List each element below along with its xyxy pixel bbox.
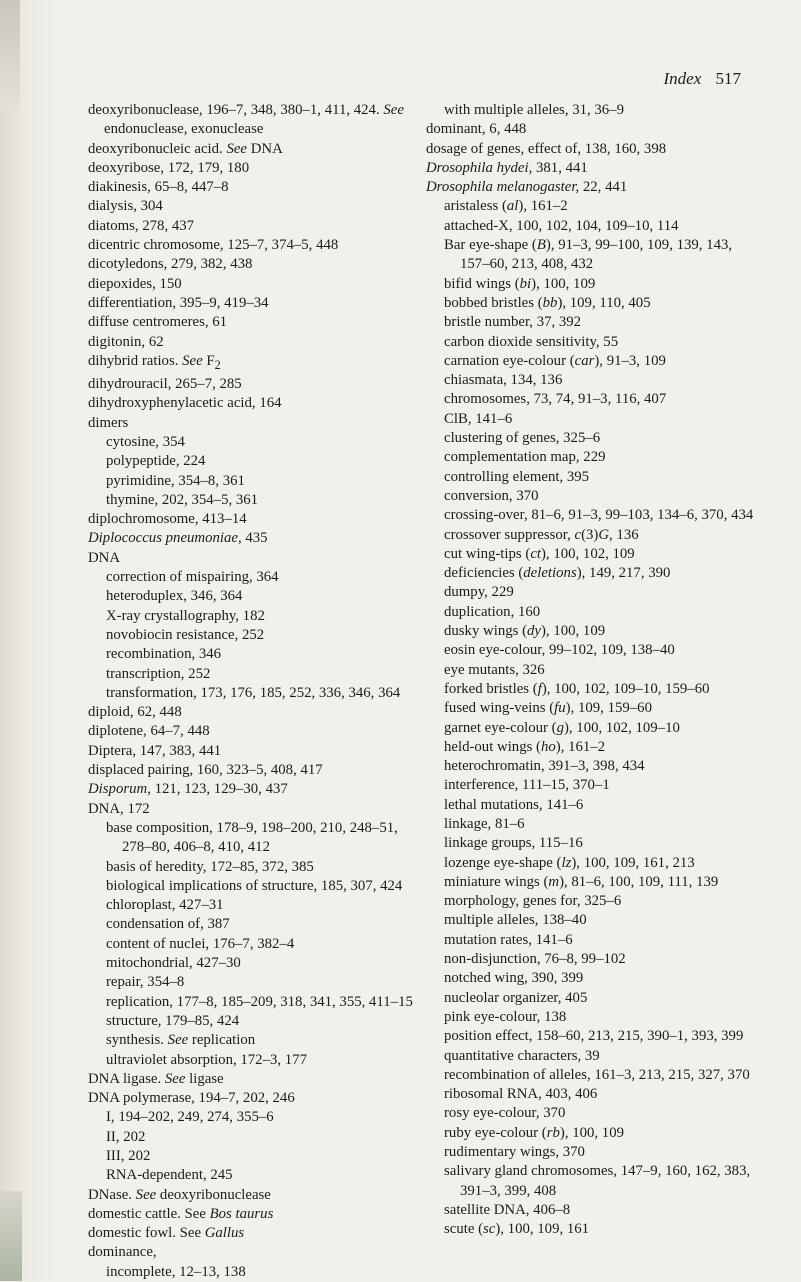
index-entry: [88, 1070, 423, 1089]
index-subentry: [88, 1051, 423, 1070]
index-text-run: dominant, 6, 448: [426, 121, 527, 138]
index-text-run: DNase.: [88, 1186, 136, 1203]
scan-corner-bottom: [0, 1191, 22, 1281]
index-subentry: [426, 1124, 761, 1143]
index-text-run: bobbed bristles (: [444, 294, 543, 311]
index-text-run: repair, 354–8: [106, 974, 185, 991]
index-text-run: DNA ligase.: [88, 1070, 165, 1087]
index-text-run: synthesis.: [106, 1032, 168, 1049]
index-subentry: [426, 950, 761, 969]
index-entry: [88, 294, 423, 313]
index-subentry: [426, 410, 761, 429]
index-text-run: Bos taurus: [209, 1205, 274, 1222]
index-text-run: deoxyribonucleic acid.: [88, 140, 227, 157]
index-text-run: 2: [214, 357, 221, 372]
index-entry: [88, 159, 423, 178]
index-text-run: complementation map, 229: [444, 449, 606, 466]
index-text-run: digitonin, 62: [88, 333, 164, 350]
index-subentry: [426, 545, 761, 564]
index-entry: [88, 313, 423, 332]
index-text-run: dusky wings (: [444, 623, 528, 640]
index-text-run: incomplete, 12–13, 138: [106, 1263, 246, 1280]
index-text-run: deoxyribose, 172, 179, 180: [88, 159, 250, 176]
index-subentry: [426, 757, 761, 776]
index-entry: [88, 255, 423, 274]
index-subentry: [426, 313, 761, 332]
index-entry: [88, 140, 423, 159]
index-subentry: [426, 892, 761, 911]
index-text-run: recombination, 346: [106, 646, 222, 663]
index-entry: [88, 375, 423, 394]
index-subentry: [88, 877, 423, 896]
index-subentry: [426, 834, 761, 853]
index-subentry: [426, 603, 761, 622]
index-text-run: linkage, 81–6: [444, 815, 525, 832]
index-subentry: [426, 699, 761, 718]
index-subentry: [88, 1031, 423, 1050]
index-text-run: conversion, 370: [444, 487, 539, 504]
index-text-run: garnet eye-colour (: [444, 719, 557, 736]
index-text-run: rosy eye-colour, 370: [444, 1105, 566, 1122]
index-subentry: [88, 858, 423, 877]
index-text-run: See: [226, 140, 248, 157]
index-subentry: [426, 815, 761, 834]
index-text-run: f: [537, 680, 542, 697]
index-text-run: 381, 441: [532, 159, 588, 176]
index-text-run: bi: [519, 275, 532, 292]
index-text-run: dosage of genes, effect of, 138, 160, 398: [426, 140, 667, 157]
index-text-run: ), 91–3, 99–100, 109, 139, 143, 157–60, 213, 408, 432: [460, 237, 733, 273]
index-text-run: dicentric chromosome, 125–7, 374–5, 448: [88, 237, 339, 254]
index-text-run: ), 100, 102, 109–10, 159–60: [541, 680, 710, 697]
index-subentry: [426, 873, 761, 892]
index-subentry: [426, 352, 761, 371]
index-subentry: [88, 1263, 423, 1282]
index-text-run: chloroplast, 427–31: [106, 897, 224, 914]
index-text-run: deoxyribonuclease, 196–7, 348, 380–1, 411, 424.: [88, 102, 384, 118]
index-text-run: dumpy, 229: [444, 584, 514, 601]
index-text-run: domestic fowl. See: [88, 1225, 205, 1242]
index-text-run: (3): [581, 526, 599, 543]
index-subentry: [88, 452, 423, 471]
index-subentry: [426, 989, 761, 1008]
index-text-run: F: [202, 352, 215, 369]
index-text-run: dihybrid ratios.: [88, 352, 183, 369]
index-entry: [88, 352, 423, 375]
index-text-run: II, 202: [106, 1128, 146, 1145]
index-entry: [88, 510, 423, 529]
index-text-run: diatoms, 278, 437: [88, 217, 195, 234]
index-text-run: quantitative characters, 39: [444, 1047, 600, 1064]
index-text-run: lethal mutations, 141–6: [444, 796, 584, 813]
index-text-run: DNA: [247, 140, 283, 157]
index-text-run: Bar eye-shape (: [444, 237, 537, 254]
index-text-run: interference, 111–15, 370–1: [444, 777, 610, 794]
index-subentry: [426, 931, 761, 950]
index-subentry: [88, 819, 423, 858]
index-text-run: 22, 441: [579, 179, 628, 196]
running-head-title: Index: [663, 69, 702, 88]
index-text-run: differentiation, 395–9, 419–34: [88, 294, 269, 311]
index-subentry: [88, 665, 423, 684]
index-text-run: basis of heredity, 172–85, 372, 385: [106, 858, 314, 875]
index-text-run: with multiple alleles, 31, 36–9: [444, 102, 625, 118]
index-subentry: [426, 371, 761, 390]
scan-margin-shadow: [0, 0, 60, 1281]
index-text-run: rb: [546, 1124, 560, 1141]
index-text-run: Drosophila hydei,: [426, 159, 533, 176]
index-entry: [426, 159, 761, 178]
index-subentry: [88, 607, 423, 626]
index-text-run: See: [167, 1032, 189, 1049]
index-subentry: [426, 1143, 761, 1162]
index-text-run: deficiencies (: [444, 565, 524, 582]
index-text-run: ), 100, 109: [559, 1124, 625, 1141]
index-text-run: multiple alleles, 138–40: [444, 912, 587, 929]
index-text-run: endonuclease, exonuclease: [104, 121, 264, 138]
index-text-run: See: [182, 352, 203, 369]
index-text-run: transformation, 173, 176, 185, 252, 336, 346, 364: [106, 684, 401, 701]
index-text-run: ruby eye-colour (: [444, 1124, 547, 1141]
index-text-run: transcription, 252: [106, 665, 211, 682]
index-entry: [88, 1243, 423, 1262]
index-subentry: [426, 680, 761, 699]
index-subentry: [88, 1108, 423, 1127]
index-subentry: [88, 1147, 423, 1166]
index-subentry: [88, 896, 423, 915]
index-subentry: [88, 491, 423, 510]
index-text-run: satellite DNA, 406–8: [444, 1201, 571, 1218]
index-text-run: diplotene, 64–7, 448: [88, 723, 210, 740]
index-entry: [88, 275, 423, 294]
index-subentry: [426, 661, 761, 680]
index-entry: [88, 529, 423, 548]
index-entry: [88, 800, 423, 819]
index-text-run: morphology, genes for, 325–6: [444, 893, 622, 910]
scan-corner-top: [0, 0, 20, 110]
index-text-run: ), 161–2: [518, 198, 568, 215]
index-text-run: ribosomal RNA, 403, 406: [444, 1086, 598, 1103]
index-text-run: correction of mispairing, 364: [106, 569, 279, 586]
index-text-run: cut wing-tips (: [444, 545, 531, 562]
index-text-run: replication: [188, 1032, 256, 1049]
index-text-run: ), 109, 110, 405: [557, 294, 651, 311]
index-subentry: [426, 583, 761, 602]
index-text-run: eosin eye-colour, 99–102, 109, 138–40: [444, 642, 675, 659]
index-subentry: [426, 468, 761, 487]
index-subentry: [426, 101, 761, 120]
index-text-run: scute (: [444, 1221, 484, 1238]
index-entry: [88, 101, 423, 140]
index-text-run: DNA polymerase, 194–7, 202, 246: [88, 1090, 295, 1107]
index-text-run: ClB, 141–6: [444, 410, 513, 427]
index-text-run: I, 194–202, 249, 274, 355–6: [106, 1109, 274, 1126]
index-text-run: sc: [483, 1221, 496, 1238]
index-text-run: miniature wings (: [444, 873, 549, 890]
index-subentry: [426, 487, 761, 506]
index-text-run: B: [536, 237, 546, 254]
index-subentry: [88, 568, 423, 587]
index-text-run: controlling element, 395: [444, 468, 590, 485]
index-text-run: pyrimidine, 354–8, 361: [106, 472, 245, 489]
index-text-run: fu: [554, 700, 566, 717]
index-text-run: ), 109, 159–60: [565, 700, 652, 717]
index-text-run: g: [556, 719, 564, 736]
index-text-run: Disporum,: [88, 781, 151, 798]
index-subentry: [426, 197, 761, 216]
index-subentry: [88, 973, 423, 992]
index-entry: [88, 1205, 423, 1224]
index-text-run: forked bristles (: [444, 680, 538, 697]
index-text-run: lz: [561, 854, 572, 871]
index-text-run: dy: [527, 623, 541, 640]
index-subentry: [88, 915, 423, 934]
index-entry: [88, 414, 423, 433]
index-subentry: [426, 969, 761, 988]
index-text-run: condensation of, 387: [106, 916, 230, 933]
index-entry: [88, 742, 423, 761]
index-text-run: ), 91–3, 109: [594, 352, 666, 369]
index-subentry: [88, 587, 423, 606]
index-subentry: [88, 684, 423, 703]
index-text-run: content of nuclei, 176–7, 382–4: [106, 935, 295, 952]
index-text-run: crossover suppressor,: [444, 526, 575, 543]
index-subentry: [426, 1027, 761, 1046]
index-text-run: salivary gland chromosomes, 147–9, 160, 162, 383, 391–3, 399, 408: [444, 1163, 751, 1199]
index-text-run: rudimentary wings, 370: [444, 1144, 585, 1161]
index-subentry: [426, 1162, 761, 1201]
index-subentry: [426, 390, 761, 409]
index-subentry: [426, 738, 761, 757]
index-text-run: eye mutants, 326: [444, 661, 545, 678]
index-subentry: [88, 645, 423, 664]
index-text-run: structure, 179–85, 424: [106, 1012, 240, 1029]
index-text-run: chiasmata, 134, 136: [444, 372, 563, 389]
index-subentry: [426, 641, 761, 660]
index-text-run: biological implications of structure, 185, 307, 424: [106, 877, 403, 894]
index-text-run: clustering of genes, 325–6: [444, 430, 601, 447]
index-entry: [426, 140, 761, 159]
index-text-run: X-ray crystallography, 182: [106, 607, 265, 624]
index-text-run: ), 100, 102, 109: [541, 545, 635, 562]
index-text-run: lozenge eye-shape (: [444, 854, 562, 871]
page-number: 517: [715, 69, 741, 88]
index-column-right: [426, 101, 761, 1240]
index-text-run: fused wing-veins (: [444, 700, 555, 717]
index-text-run: 121, 123, 129–30, 437: [150, 781, 288, 798]
index-entry: [88, 761, 423, 780]
index-entry: [426, 178, 761, 197]
index-text-run: polypeptide, 224: [106, 453, 206, 470]
index-text-run: carnation eye-colour (: [444, 352, 575, 369]
index-subentry: [426, 1008, 761, 1027]
index-text-run: heterochromatin, 391–3, 398, 434: [444, 758, 645, 775]
index-text-run: See: [164, 1070, 186, 1087]
index-text-run: Drosophila melanogaster,: [426, 179, 580, 196]
index-subentry: [426, 506, 761, 525]
index-text-run: dihydrouracil, 265–7, 285: [88, 376, 242, 393]
index-text-run: Diptera, 147, 383, 441: [88, 742, 222, 759]
index-text-run: base composition, 178–9, 198–200, 210, 248–51, 278–80, 406–8, 410, 412: [106, 819, 398, 856]
index-text-run: ), 100, 109, 161: [495, 1221, 590, 1238]
index-subentry: [88, 1128, 423, 1147]
index-entry: [88, 722, 423, 741]
index-subentry: [426, 911, 761, 930]
index-text-run: dialysis, 304: [88, 198, 163, 215]
index-subentry: [426, 854, 761, 873]
index-text-run: recombination of alleles, 161–3, 213, 215, 327, 370: [444, 1066, 750, 1083]
index-entry: [88, 1224, 423, 1243]
index-text-run: ), 100, 102, 109–10: [563, 719, 680, 736]
index-text-run: novobiocin resistance, 252: [106, 626, 265, 643]
index-subentry: [426, 217, 761, 236]
index-text-run: non-disjunction, 76–8, 99–102: [444, 951, 626, 968]
index-text-run: cytosine, 354: [106, 434, 185, 450]
index-text-run: dihydroxyphenylacetic acid, 164: [88, 395, 282, 412]
index-subentry: [426, 526, 761, 545]
index-subentry: [88, 433, 423, 452]
index-subentry: [88, 935, 423, 954]
index-text-run: bristle number, 37, 392: [444, 314, 582, 331]
index-subentry: [426, 1104, 761, 1123]
index-text-run: ligase: [185, 1070, 224, 1087]
index-entry: [88, 333, 423, 352]
index-entry: [88, 236, 423, 255]
index-text-run: linkage groups, 115–16: [444, 835, 583, 852]
index-text-run: diepoxides, 150: [88, 275, 182, 292]
index-subentry: [426, 719, 761, 738]
index-subentry: [426, 1201, 761, 1220]
index-subentry: [426, 622, 761, 641]
index-subentry: [88, 472, 423, 491]
index-entry: [88, 1089, 423, 1108]
index-text-run: dimers: [88, 414, 129, 431]
index-text-run: mitochondrial, 427–30: [106, 955, 241, 972]
index-text-run: thymine, 202, 354–5, 361: [106, 491, 259, 508]
index-text-run: carbon dioxide sensitivity, 55: [444, 333, 619, 350]
index-text-run: ), 149, 217, 390: [576, 565, 671, 582]
index-text-run: III, 202: [106, 1147, 151, 1164]
index-text-run: , 136: [609, 526, 639, 543]
index-column-left: [88, 101, 423, 1282]
index-text-run: dominance,: [88, 1244, 157, 1261]
index-text-run: bifid wings (: [444, 275, 520, 292]
index-subentry: [426, 333, 761, 352]
index-text-run: car: [574, 352, 595, 369]
index-text-run: c: [574, 526, 582, 543]
index-text-run: G: [598, 526, 610, 543]
index-text-run: Diplococcus pneumoniae,: [88, 530, 242, 547]
index-entry: [426, 120, 761, 139]
index-text-run: diakinesis, 65–8, 447–8: [88, 179, 229, 196]
index-text-run: DNA: [88, 549, 121, 566]
index-text-run: aristaless (: [444, 198, 507, 215]
index-text-run: ), 81–6, 100, 109, 111, 139: [559, 873, 719, 890]
index-text-run: bb: [542, 294, 558, 311]
index-text-run: See: [135, 1186, 157, 1203]
index-text-run: held-out wings (: [444, 738, 541, 755]
index-text-run: RNA-dependent, 245: [106, 1167, 233, 1184]
index-subentry: [88, 954, 423, 973]
index-subentry: [426, 796, 761, 815]
index-subentry: [88, 1166, 423, 1185]
index-subentry: [426, 1220, 761, 1239]
index-subentry: [88, 1012, 423, 1031]
index-entry: [88, 178, 423, 197]
index-text-run: ), 100, 109: [531, 275, 596, 292]
index-entry: [88, 780, 423, 799]
index-text-run: mutation rates, 141–6: [444, 931, 573, 948]
index-text-run: ), 100, 109: [541, 623, 606, 640]
index-text-run: diplochromosome, 413–14: [88, 511, 247, 528]
index-text-run: ), 100, 109, 161, 213: [571, 854, 695, 871]
index-text-run: m: [548, 873, 560, 890]
index-subentry: [426, 236, 761, 275]
index-text-run: deletions: [523, 565, 577, 582]
index-entry: [88, 217, 423, 236]
index-text-run: heteroduplex, 346, 364: [106, 588, 243, 605]
index-entry: [88, 549, 423, 568]
index-subentry: [88, 993, 423, 1012]
index-subentry: [426, 1047, 761, 1066]
index-text-run: domestic cattle. See: [88, 1205, 210, 1222]
index-text-run: dicotyledons, 279, 382, 438: [88, 256, 253, 273]
index-text-run: position effect, 158–60, 213, 215, 390–1, 393, 399: [444, 1028, 744, 1045]
index-text-run: notched wing, 390, 399: [444, 970, 584, 987]
index-text-run: duplication, 160: [444, 603, 541, 620]
index-text-run: nucleolar organizer, 405: [444, 989, 588, 1006]
index-subentry: [426, 1066, 761, 1085]
index-text-run: 435: [241, 530, 268, 547]
index-text-run: diploid, 62, 448: [88, 704, 182, 721]
index-text-run: crossing-over, 81–6, 91–3, 99–103, 134–6, 370, 434: [444, 507, 754, 524]
index-entry: [88, 703, 423, 722]
index-entry: [88, 1186, 423, 1205]
index-text-run: replication, 177–8, 185–209, 318, 341, 355, 411–15: [106, 993, 413, 1010]
index-subentry: [426, 448, 761, 467]
index-subentry: [426, 294, 761, 313]
index-text-run: diffuse centromeres, 61: [88, 314, 228, 331]
index-text-run: pink eye-colour, 138: [444, 1008, 567, 1025]
index-text-run: ), 161–2: [555, 738, 606, 755]
index-text-run: DNA, 172: [88, 800, 150, 817]
index-subentry: [426, 275, 761, 294]
index-text-run: deoxyribonuclease: [156, 1186, 271, 1203]
index-subentry: [88, 626, 423, 645]
index-text-run: ho: [541, 738, 556, 755]
index-text-run: See: [383, 102, 404, 118]
index-text-run: ct: [530, 545, 541, 562]
index-text-run: displaced pairing, 160, 323–5, 408, 417: [88, 762, 323, 779]
running-head: [663, 69, 741, 89]
index-text-run: al: [506, 198, 519, 215]
index-text-run: Gallus: [204, 1225, 245, 1242]
index-entry: [88, 197, 423, 216]
index-entry: [88, 394, 423, 413]
index-subentry: [426, 429, 761, 448]
index-text-run: ultraviolet absorption, 172–3, 177: [106, 1051, 307, 1068]
index-subentry: [426, 776, 761, 795]
index-subentry: [426, 1085, 761, 1104]
index-subentry: [426, 564, 761, 583]
index-text-run: chromosomes, 73, 74, 91–3, 116, 407: [444, 391, 667, 408]
index-text-run: attached-X, 100, 102, 104, 109–10, 114: [444, 217, 679, 234]
